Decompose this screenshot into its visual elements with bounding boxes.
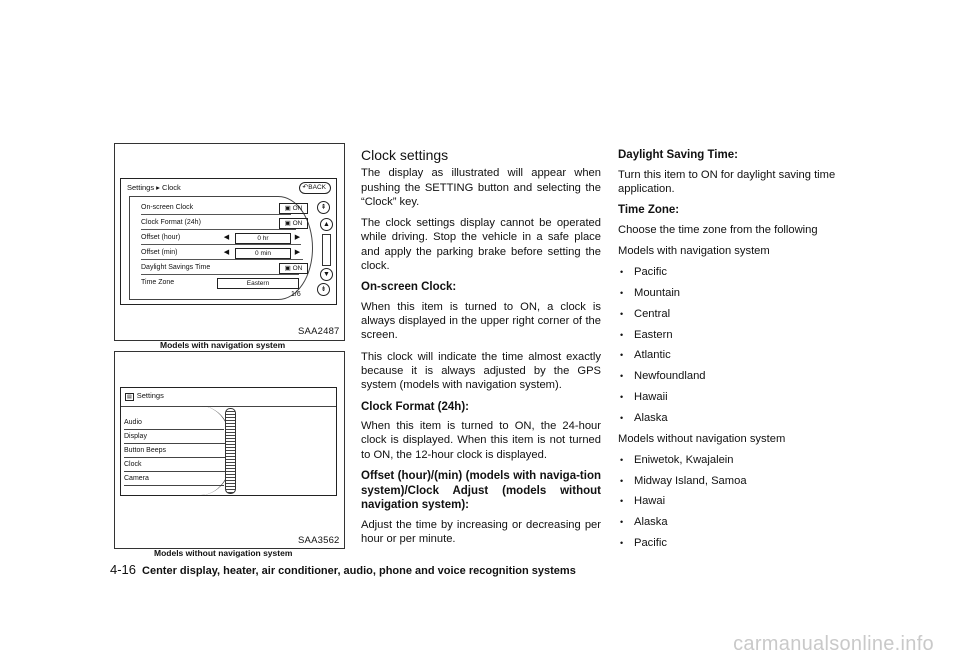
page-footer — [110, 562, 576, 577]
settings-icon: ▤ — [127, 394, 132, 400]
checkbox-icon: ▣ — [284, 220, 291, 227]
list-item: • Pacific — [618, 536, 858, 550]
list-item: • Pacific — [618, 265, 858, 279]
subheading-offset: Offset (hour)/(min) (models with naviga-tion system)/Clock Adjust (models without navigation system): — [361, 470, 601, 512]
list-item: • Hawaii — [618, 390, 858, 404]
text-column-right — [618, 148, 858, 557]
increase-min-button[interactable]: ▶ — [294, 249, 301, 256]
scroll-down-icon[interactable]: ▼ — [320, 268, 333, 281]
list-item: • Alaska — [618, 515, 858, 529]
settings-title: ▤ Settings — [127, 391, 164, 400]
decrease-min-button[interactable]: ◀ — [223, 249, 230, 256]
figure-code: SAA3562 — [298, 535, 340, 546]
settings-row[interactable]: On-screen Clock — [141, 202, 291, 215]
toggle-clock-format[interactable]: ▣ ON — [279, 218, 308, 229]
menu-item-display[interactable]: Display — [124, 430, 227, 444]
settings-row[interactable]: Time Zone — [141, 279, 175, 286]
list-item: • Hawai — [618, 494, 858, 508]
hour-offset-value: 0 hr — [235, 233, 291, 244]
section-heading: Clock settings — [361, 147, 449, 163]
scroll-up-icon[interactable]: ▲ — [320, 218, 333, 231]
figure-code: SAA2487 — [298, 326, 340, 337]
paragraph: Turn this item to ON for daylight saving time application. — [618, 168, 836, 195]
settings-row[interactable]: Offset (min) — [141, 247, 303, 260]
list-label-nav: Models with navigation system — [618, 244, 770, 257]
list-item: • Atlantic — [618, 348, 858, 362]
decrease-hour-button[interactable]: ◀ — [223, 234, 230, 241]
list-item: • Central — [618, 307, 858, 321]
increase-hour-button[interactable]: ▶ — [294, 234, 301, 241]
back-arrow-icon: ↶ — [302, 184, 309, 191]
list-item: • Newfoundland — [618, 369, 858, 383]
figure-caption: Models with navigation system — [160, 340, 286, 350]
title-divider — [121, 406, 336, 407]
list-item: • Eastern — [618, 328, 858, 342]
paragraph: When this item is turned to ON, the 24-hour clock is displayed. When this item is not turned to ON, the 12-hour clock is displayed. — [361, 420, 601, 461]
toggle-daylight-savings[interactable]: ▣ ON — [279, 263, 308, 274]
subheading-onscreen-clock: On-screen Clock: — [361, 281, 457, 294]
toggle-on-screen-clock[interactable]: ▣ ON — [279, 203, 308, 214]
scroll-top-icon[interactable]: ⇞ — [317, 201, 330, 214]
screen-breadcrumb: Settings ▸ Clock — [127, 183, 181, 192]
clock-settings-screen — [120, 178, 337, 305]
back-label: BACK — [308, 184, 326, 191]
paragraph: The display as illustrated will appear when pushing the SETTING button and selecting the “Clock” key. — [361, 167, 601, 208]
page-number: 4-16 — [110, 562, 137, 577]
back-button[interactable] — [299, 182, 331, 194]
footer-title: Center display, heater, air conditioner, audio, phone and voice recognition systems — [142, 565, 576, 577]
list-item: • Mountain — [618, 286, 858, 300]
paragraph: Choose the time zone from the following — [618, 223, 818, 236]
checkbox-icon: ▣ — [284, 265, 291, 272]
menu-item-audio[interactable]: Audio — [124, 416, 224, 430]
subheading-clock-format: Clock Format (24h): — [361, 400, 469, 413]
list-label-nonav: Models without navigation system — [618, 432, 786, 445]
watermark: carmanualsonline.info — [733, 633, 934, 655]
settings-row[interactable]: Clock Format (24h) — [141, 217, 296, 230]
subheading-daylight-saving: Daylight Saving Time: — [618, 149, 738, 161]
list-item: • Alaska — [618, 411, 858, 425]
min-offset-value: 0 min — [235, 248, 291, 259]
menu-item-button-beeps[interactable]: Button Beeps — [124, 444, 228, 458]
menu-item-camera[interactable]: Camera — [124, 472, 224, 486]
scrollbar[interactable] — [322, 234, 331, 266]
paragraph: This clock will indicate the time almost exactly because it is always adjusted by the GPS system (models with navigation system). — [361, 350, 601, 392]
subheading-time-zone: Time Zone: — [618, 204, 680, 217]
scroll-wheel-icon[interactable] — [225, 408, 236, 494]
figure-caption: Models without navigation system — [154, 548, 293, 558]
page-indicator: 1/6 — [291, 291, 301, 298]
paragraph: When this item is turned to ON, a clock is always displayed in the upper right corner of the screen. — [361, 300, 601, 342]
scroll-bottom-icon[interactable]: ⇟ — [317, 283, 330, 296]
list-item: • Midway Island, Samoa — [618, 474, 858, 488]
paragraph: The clock settings display cannot be operated while driving. Stop the vehicle in a safe place and apply the parking brake before setting the clock. — [361, 217, 601, 273]
settings-row[interactable]: Daylight Savings Time — [141, 262, 299, 275]
settings-row[interactable]: Offset (hour) — [141, 232, 301, 245]
menu-item-clock[interactable]: Clock — [124, 458, 227, 472]
text-column-middle — [361, 148, 601, 553]
settings-menu-screen — [120, 387, 337, 496]
checkbox-icon: ▣ — [284, 205, 291, 212]
paragraph: Adjust the time by increasing or decreasing per hour or per minute. — [361, 518, 601, 545]
time-zone-value[interactable]: Eastern — [217, 278, 299, 289]
list-item: • Eniwetok, Kwajalein — [618, 453, 858, 467]
